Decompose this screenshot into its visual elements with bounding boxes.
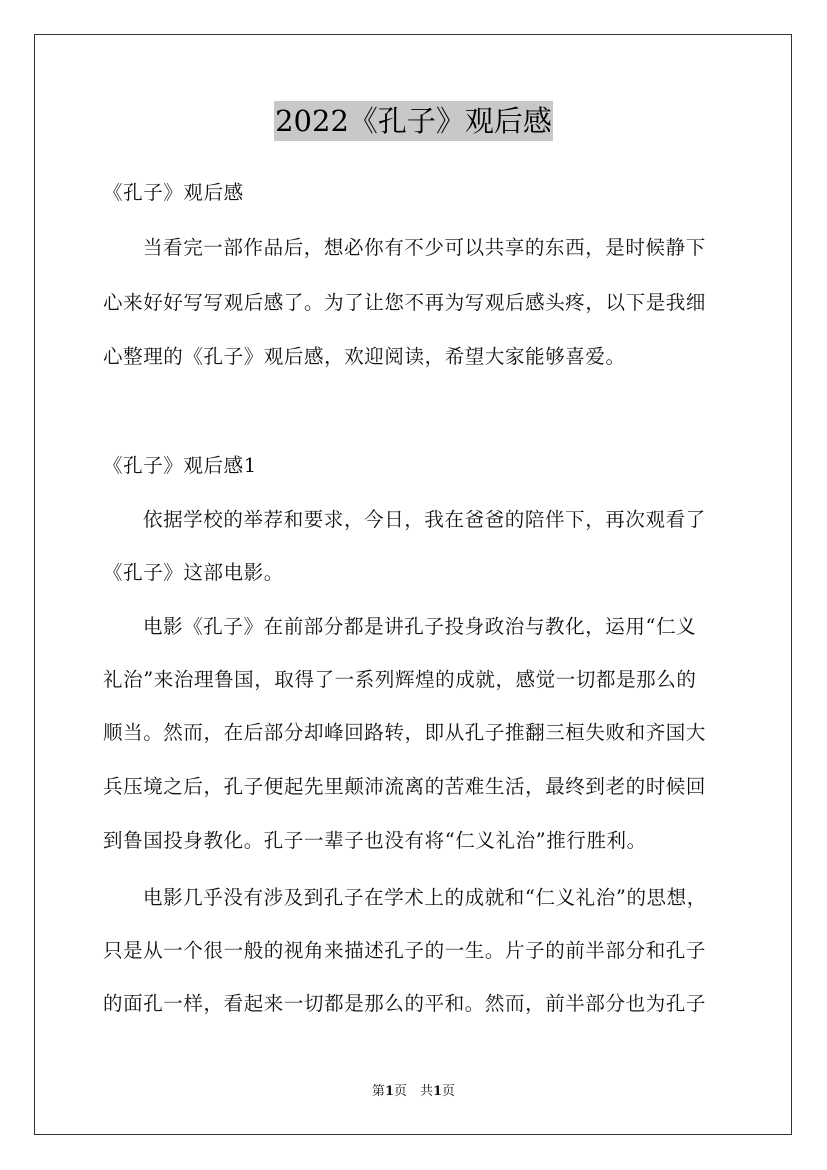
body-line: 兵压境之后，孔子便起先里颠沛流离的苦难生活，最终到老的时候回 (103, 775, 707, 798)
body-line: 依据学校的举荐和要求，今日，我在爸爸的陪伴下，再次观看了 (143, 508, 706, 531)
body-line: 只是从一个很一般的视角来描述孔子的一生。片子的前半部分和孔子 (103, 939, 707, 962)
body-line: 的面孔一样，看起来一切都是那么的平和。然而，前半部分也为孔子 (103, 992, 707, 1015)
footer-prefix: 第 (371, 1084, 385, 1099)
body-line: 礼治”来治理鲁国，取得了一系列辉煌的成就，感觉一切都是那么的 (103, 668, 697, 691)
page-footer (0, 1083, 827, 1101)
body-line: 顺当。然而，在后部分却峰回路转，即从孔子推翻三桓失败和齐国大 (103, 721, 707, 744)
body-line: 电影几乎没有涉及到孔子在学术上的成就和“仁义礼治”的思想， (143, 886, 707, 909)
footer-page-number: 1 (384, 1084, 394, 1099)
intro-line: 当看完一部作品后，想必你有不少可以共享的东西，是时候静下 (143, 236, 706, 259)
title-container (0, 101, 827, 141)
document-title: 2022《孔子》观后感 (274, 101, 553, 141)
footer-mid: 页 共 (393, 1084, 433, 1099)
footer-suffix: 页 (442, 1084, 456, 1099)
intro-line: 心整理的《孔子》观后感，欢迎阅读，希望大家能够喜爱。 (103, 345, 626, 368)
body-line: 《孔子》这部电影。 (103, 561, 284, 584)
section-heading: 《孔子》观后感1 (103, 454, 257, 477)
subtitle: 《孔子》观后感 (103, 181, 244, 204)
intro-line: 心来好好写写观后感了。为了让您不再为写观后感头疼，以下是我细 (103, 291, 707, 314)
footer-page-total: 1 (433, 1084, 443, 1099)
body-line: 电影《孔子》在前部分都是讲孔子投身政治与教化，运用“仁义 (143, 615, 697, 638)
body-line: 到鲁国投身教化。孔子一辈子也没有将“仁义礼治”推行胜利。 (103, 829, 647, 852)
